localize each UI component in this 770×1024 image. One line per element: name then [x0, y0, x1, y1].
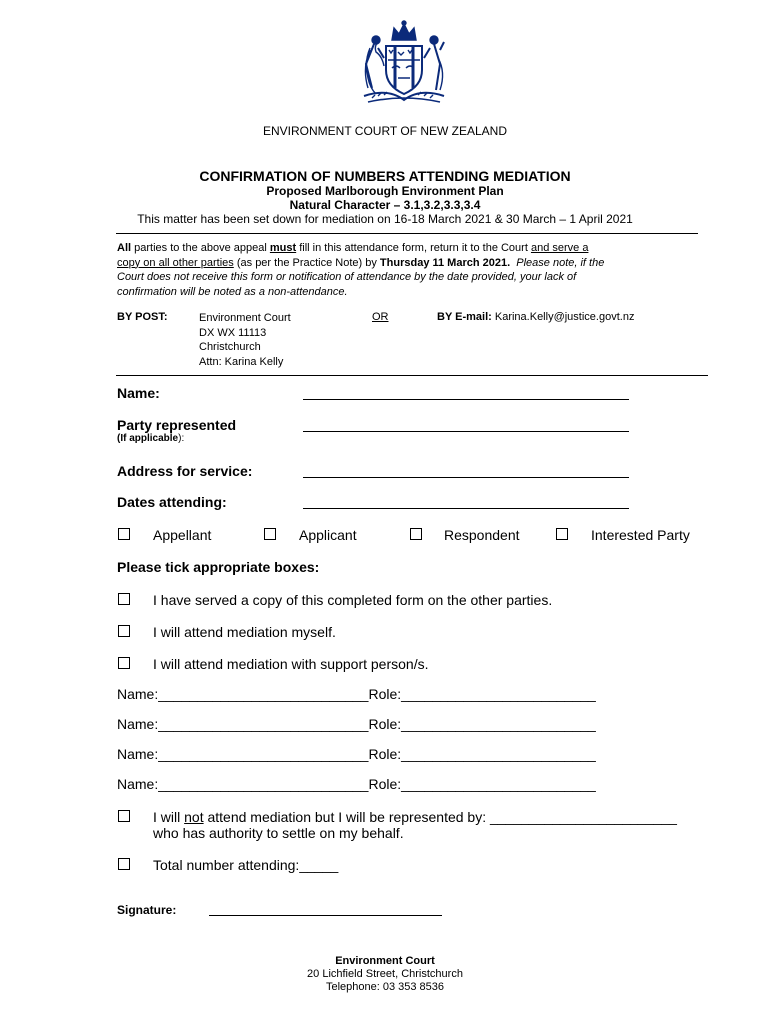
applicant-checkbox[interactable]: [264, 528, 276, 540]
email-address[interactable]: Karina.Kelly@justice.govt.nz: [494, 311, 635, 323]
party-represented-label: Party represented: [117, 417, 237, 433]
dates-attending-label: Dates attending:: [117, 494, 227, 510]
support-person-row[interactable]: Name:___________________________Role:_________________________: [117, 776, 596, 792]
court-name: ENVIRONMENT COURT OF NEW ZEALAND: [262, 124, 508, 138]
instructions-note: Court does not receive this form or notification of attendance by the date provided, your lack of: [117, 271, 577, 283]
instructions-must: must: [269, 242, 297, 254]
footer-phone: Telephone: 03 353 8536: [325, 981, 445, 993]
not-attending-checkbox[interactable]: [118, 810, 130, 822]
support-person-row[interactable]: Name:___________________________Role:_________________________: [117, 746, 596, 762]
form-subtitle-plan: Proposed Marlborough Environment Plan: [266, 184, 504, 198]
instructions-note: confirmation will be noted as a non-attendance.: [117, 285, 348, 298]
instructions: [117, 241, 702, 299]
instructions-copy: copy on all other parties: [117, 256, 234, 269]
name-label: Name:: [117, 385, 160, 401]
served-copy-checkbox[interactable]: [118, 593, 130, 605]
instructions-serve: and serve a: [530, 242, 589, 254]
or-label: OR: [372, 311, 389, 323]
form-subtitle-topic: Natural Character – 3.1,3.2,3.3,3.4: [289, 198, 481, 212]
support-person-row[interactable]: Name:___________________________Role:_________________________: [117, 716, 596, 732]
appellant-checkbox[interactable]: [118, 528, 130, 540]
email-contact: [437, 311, 634, 323]
address-for-service-label: Address for service:: [117, 463, 253, 479]
footer-court-name: Environment Court: [335, 955, 435, 967]
interested-party-label: Interested Party: [591, 527, 690, 543]
instructions-deadline: Thursday 11 March 2021.: [379, 256, 511, 269]
interested-party-checkbox[interactable]: [556, 528, 568, 540]
respondent-label: Respondent: [444, 527, 520, 543]
signature-label: Signature:: [117, 903, 177, 917]
instructions-text: (as per the Practice Note) by: [233, 256, 380, 269]
instructions-text: fill in this attendance form, return it to the Court: [296, 242, 531, 254]
address-for-service-field[interactable]: [303, 477, 629, 478]
footer-address: 20 Lichfield Street, Christchurch: [307, 968, 463, 980]
by-post-label: BY POST:: [117, 311, 168, 323]
name-field[interactable]: [303, 399, 629, 400]
party-represented-field[interactable]: [303, 431, 629, 432]
instructions-note: Please note, if the: [516, 256, 605, 269]
respondent-checkbox[interactable]: [410, 528, 422, 540]
support-person-row[interactable]: Name:___________________________Role:_________________________: [117, 686, 596, 702]
instructions-all: All: [117, 242, 132, 254]
dates-attending-field[interactable]: [303, 508, 629, 509]
divider: [116, 375, 708, 376]
instructions-text: parties to the above appeal: [131, 242, 270, 254]
divider: [116, 233, 698, 234]
total-attending-checkbox[interactable]: [118, 858, 130, 870]
email-label: BY E-mail:: [437, 311, 492, 323]
coat-of-arms-logo: [348, 18, 460, 110]
post-address-line: Christchurch: [199, 341, 261, 353]
attend-myself-checkbox[interactable]: [118, 625, 130, 637]
not-attending-label: I will not attend mediation but I will be represented by: ________________________: [153, 809, 677, 825]
post-address: [199, 311, 291, 369]
attend-myself-label: I will attend mediation myself.: [153, 624, 336, 640]
tick-boxes-heading: Please tick appropriate boxes:: [117, 559, 320, 575]
total-attending-field[interactable]: Total number attending:_____: [153, 857, 339, 873]
mediation-dates-notice: This matter has been set down for mediation on 16-18 March 2021 & 30 March – 1 April 2021: [137, 212, 633, 226]
attend-with-support-checkbox[interactable]: [118, 657, 130, 669]
attend-with-support-label: I will attend mediation with support person/s.: [153, 656, 429, 672]
signature-field[interactable]: [209, 915, 442, 916]
post-address-line: DX WX 11113: [199, 326, 267, 339]
form-title: CONFIRMATION OF NUMBERS ATTENDING MEDIATION: [199, 168, 571, 184]
appellant-label: Appellant: [153, 527, 212, 543]
post-address-line: Environment Court: [199, 312, 291, 324]
served-copy-label: I have served a copy of this completed form on the other parties.: [153, 592, 553, 608]
post-address-line: Attn: Karina Kelly: [199, 355, 284, 368]
applicant-label: Applicant: [299, 527, 357, 543]
party-represented-note: (If applicable):: [117, 433, 185, 444]
not-attending-authority: who has authority to settle on my behalf.: [153, 825, 404, 841]
